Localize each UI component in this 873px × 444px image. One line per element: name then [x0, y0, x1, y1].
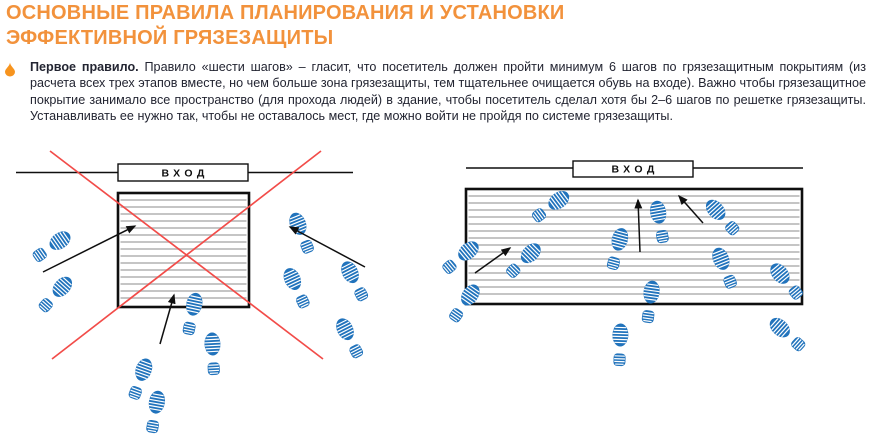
footprint-icon	[338, 258, 372, 303]
diagram-wrong-placement	[16, 151, 371, 434]
page-title-line1: ОСНОВНЫЕ ПРАВИЛА ПЛАНИРОВАНИЯ И УСТАНОВКИ	[6, 2, 565, 24]
diagram-correct-placement	[440, 161, 809, 366]
mat-outline	[118, 193, 249, 307]
entrance-mat-diagrams	[0, 148, 873, 444]
footprint-icon	[126, 356, 156, 401]
page-title	[6, 1, 565, 50]
entrance-label: ВХОД	[161, 167, 209, 180]
first-rule-paragraph	[30, 59, 866, 125]
footprint-icon	[766, 314, 808, 354]
drop-icon	[5, 62, 15, 77]
footprint-icon	[333, 315, 367, 360]
footprint-icon	[204, 332, 222, 375]
footprint-icon	[280, 265, 312, 310]
footprint-icon	[611, 323, 628, 366]
footprint-icon	[144, 389, 167, 434]
entrance-label: ВХОД	[611, 163, 659, 176]
page-title-line2: ЭФФЕКТИВНОЙ ГРЯЗЕЗАЩИТЫ	[6, 26, 334, 49]
rule-lead-text: Первое правило.	[30, 60, 139, 74]
rule-body-text: Правило «шести шагов» – гласит, что посетитель должен пройти минимум 6 шагов по грязезащитным покрытиям (из расчета всех трех этапов вместе, но чем больше зона грязезащиты, тем тщательнее очищается обувь на входе). Важно чтобы грязезащитное покрытие занимало все пространство (для прохода людей) в здание, чтобы посетитель сделал хотя бы 2–6 шагов по решетке грязезащиты. Устанавливать ее нужно так, чтобы не оставалось мест, где можно войти не пройдя по системе грязезащиты.	[30, 60, 866, 124]
footprint-icon	[36, 273, 76, 315]
